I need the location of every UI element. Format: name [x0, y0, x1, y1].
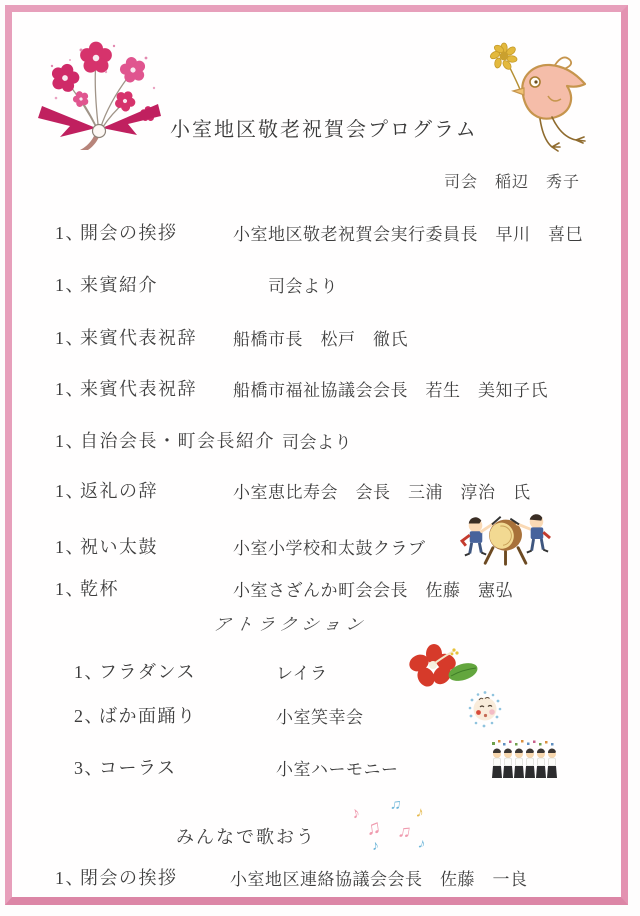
closing-row: [0, 864, 640, 890]
item-label: 返礼の辞: [80, 481, 158, 501]
item-number: 1、: [55, 481, 85, 501]
music-note-icon: ♪: [414, 804, 426, 822]
program-row: [0, 219, 640, 245]
item-label: ばか面踊り: [99, 706, 197, 726]
item-label: 自治会長・町会長紹介: [80, 431, 275, 451]
program-row: [0, 477, 640, 503]
item-detail: レイラ: [276, 664, 328, 683]
item-detail: 小室小学校和太鼓クラブ: [233, 539, 426, 558]
page-title: 小室地区敬老祝賀会プログラム: [170, 119, 478, 141]
item-label: 開会の挨拶: [80, 223, 178, 243]
music-note-icon: ♪: [416, 836, 427, 853]
baka-men-mask-illustration: [466, 690, 504, 730]
item-label: 祝い太鼓: [80, 537, 158, 557]
music-note-icon: ♪: [349, 804, 362, 823]
music-note-icon: ♫: [389, 796, 403, 814]
attraction-heading: アトラクション: [211, 615, 369, 634]
item-label: フラダンス: [99, 662, 196, 682]
item-label: 来賓代表祝辞: [80, 328, 197, 348]
item-number: 1、: [55, 223, 85, 243]
attraction-row: [0, 658, 640, 684]
item-detail: 司会より: [268, 277, 338, 296]
item-number: 3、: [74, 758, 104, 778]
item-number: 1、: [55, 579, 85, 599]
item-detail: 小室恵比寿会 会長 三浦 淳治 氏: [233, 483, 531, 502]
hibiscus-illustration: [406, 644, 482, 688]
item-label: 乾杯: [80, 579, 119, 599]
item-number: 1、: [55, 379, 85, 399]
taiko-drummers-illustration: [460, 509, 552, 569]
item-detail: 船橋市福祉協議会会長 若生 美知子氏: [233, 381, 548, 400]
item-label: コーラス: [99, 758, 177, 778]
item-detail: 小室ハーモニー: [276, 760, 399, 779]
item-detail: 小室笑幸会: [276, 708, 364, 727]
item-number: 1、: [55, 328, 85, 348]
music-note-icon: ♫: [396, 819, 414, 843]
item-detail: 司会より: [282, 433, 352, 452]
item-label: 来賓紹介: [80, 275, 158, 295]
program-row: [0, 427, 640, 453]
item-detail: 小室地区敬老祝賀会実行委員長 早川 喜巳: [233, 225, 583, 244]
program-row: [0, 375, 640, 401]
attraction-row: [0, 702, 640, 728]
bird-with-flower-illustration: [482, 40, 600, 152]
item-number: 1、: [55, 868, 85, 888]
item-number: 1、: [55, 537, 85, 557]
program-row: [0, 575, 640, 601]
item-detail: 小室地区連絡協議会会長 佐藤 一良: [230, 870, 528, 889]
chorus-group-illustration: [490, 738, 558, 782]
item-number: 1、: [55, 431, 85, 451]
item-detail: 小室さざんか町会会長 佐藤 憲弘: [233, 581, 513, 600]
item-number: 2、: [74, 706, 104, 726]
emcee-line: 司会 稲辺 秀子: [444, 174, 581, 191]
item-number: 1、: [55, 275, 85, 295]
item-label: 来賓代表祝辞: [80, 379, 197, 399]
singalong-line: みんなで歌おう: [176, 827, 316, 847]
item-number: 1、: [74, 662, 104, 682]
music-note-icon: ♫: [364, 816, 383, 840]
item-detail: 船橋市長 松戸 徹氏: [233, 330, 408, 349]
flower-bouquet-illustration: [36, 38, 162, 153]
item-label: 閉会の挨拶: [80, 868, 178, 888]
program-row: [0, 271, 640, 297]
music-note-icon: ♪: [371, 838, 380, 855]
program-row: [0, 324, 640, 350]
